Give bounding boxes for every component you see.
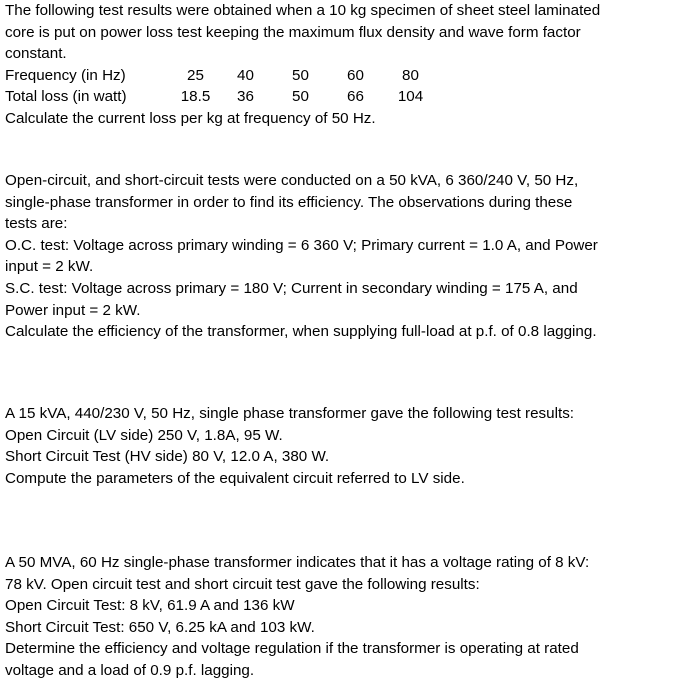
- problem-3-line: A 15 kVA, 440/230 V, 50 Hz, single phase transformer gave the following test results:: [5, 405, 575, 422]
- loss-value: 36: [237, 88, 254, 106]
- problem-4-line: Open Circuit Test: 8 kV, 61.9 A and 136 kW: [5, 597, 295, 615]
- problem-1-intro-line: The following test results were obtained when a 10 kg specimen of sheet steel laminated: [5, 2, 601, 19]
- problem-3-line: Open Circuit (LV side) 250 V, 1.8A, 95 W.: [5, 426, 283, 444]
- problem-1-intro-line: constant.: [5, 45, 67, 63]
- problem-2-line: Calculate the efficiency of the transformer, when supplying full-load at p.f. of 0.8 lagging.: [5, 323, 597, 341]
- frequency-value: 60: [347, 66, 364, 84]
- problem-1-intro-line: core is put on power loss test keeping the maximum flux density and wave form factor: [5, 23, 581, 41]
- problem-2-line: O.C. test: Voltage across primary winding = 6 360 V; Primary current = 1.0 A, and Power: [5, 236, 598, 254]
- problem-2-line: single-phase transformer in order to find its efficiency. The observations during these: [5, 193, 573, 211]
- problem-2-line: Power input = 2 kW.: [5, 301, 141, 319]
- frequency-value: 50: [292, 66, 309, 84]
- problem-4-line: 78 kV. Open circuit test and short circuit test gave the following results:: [5, 575, 480, 593]
- frequency-row: [5, 65, 681, 87]
- loss-row: [5, 86, 681, 108]
- problem-4-line: voltage and a load of 0.9 p.f. lagging.: [5, 661, 255, 679]
- problem-4-line: A 50 MVA, 60 Hz single-phase transformer indicates that it has a voltage rating of 8 kV:: [5, 554, 590, 571]
- problem-3-line: Short Circuit Test (HV side) 80 V, 12.0 A, 380 W.: [5, 448, 330, 466]
- frequency-label: Frequency (in Hz): [5, 66, 126, 84]
- problem-1: [5, 0, 681, 130]
- problem-2-line: Open-circuit, and short-circuit tests were conducted on a 50 kVA, 6 360/240 V, 50 Hz,: [5, 172, 579, 189]
- loss-value: 18.5: [180, 88, 211, 106]
- problem-1-question: Calculate the current loss per kg at frequency of 50 Hz.: [5, 109, 376, 127]
- problem-3: [5, 403, 681, 489]
- loss-value: 66: [347, 88, 364, 106]
- frequency-value: 40: [237, 66, 254, 84]
- loss-label: Total loss (in watt): [5, 88, 127, 106]
- frequency-value: 80: [402, 66, 419, 84]
- problem-4: [5, 552, 681, 682]
- problem-2-line: input = 2 kW.: [5, 258, 94, 276]
- frequency-value: 25: [187, 66, 204, 84]
- problem-4-line: Short Circuit Test: 650 V, 6.25 kA and 103 kW.: [5, 618, 315, 636]
- problem-2-line: S.C. test: Voltage across primary = 180 V; Current in secondary winding = 175 A, and: [5, 279, 578, 297]
- problem-2: [5, 170, 681, 343]
- problem-3-line: Compute the parameters of the equivalent circuit referred to LV side.: [5, 469, 465, 487]
- problem-2-line: tests are:: [5, 215, 68, 233]
- loss-value: 104: [397, 88, 424, 106]
- problem-4-line: Determine the efficiency and voltage regulation if the transformer is operating at rated: [5, 640, 579, 658]
- loss-value: 50: [292, 88, 309, 106]
